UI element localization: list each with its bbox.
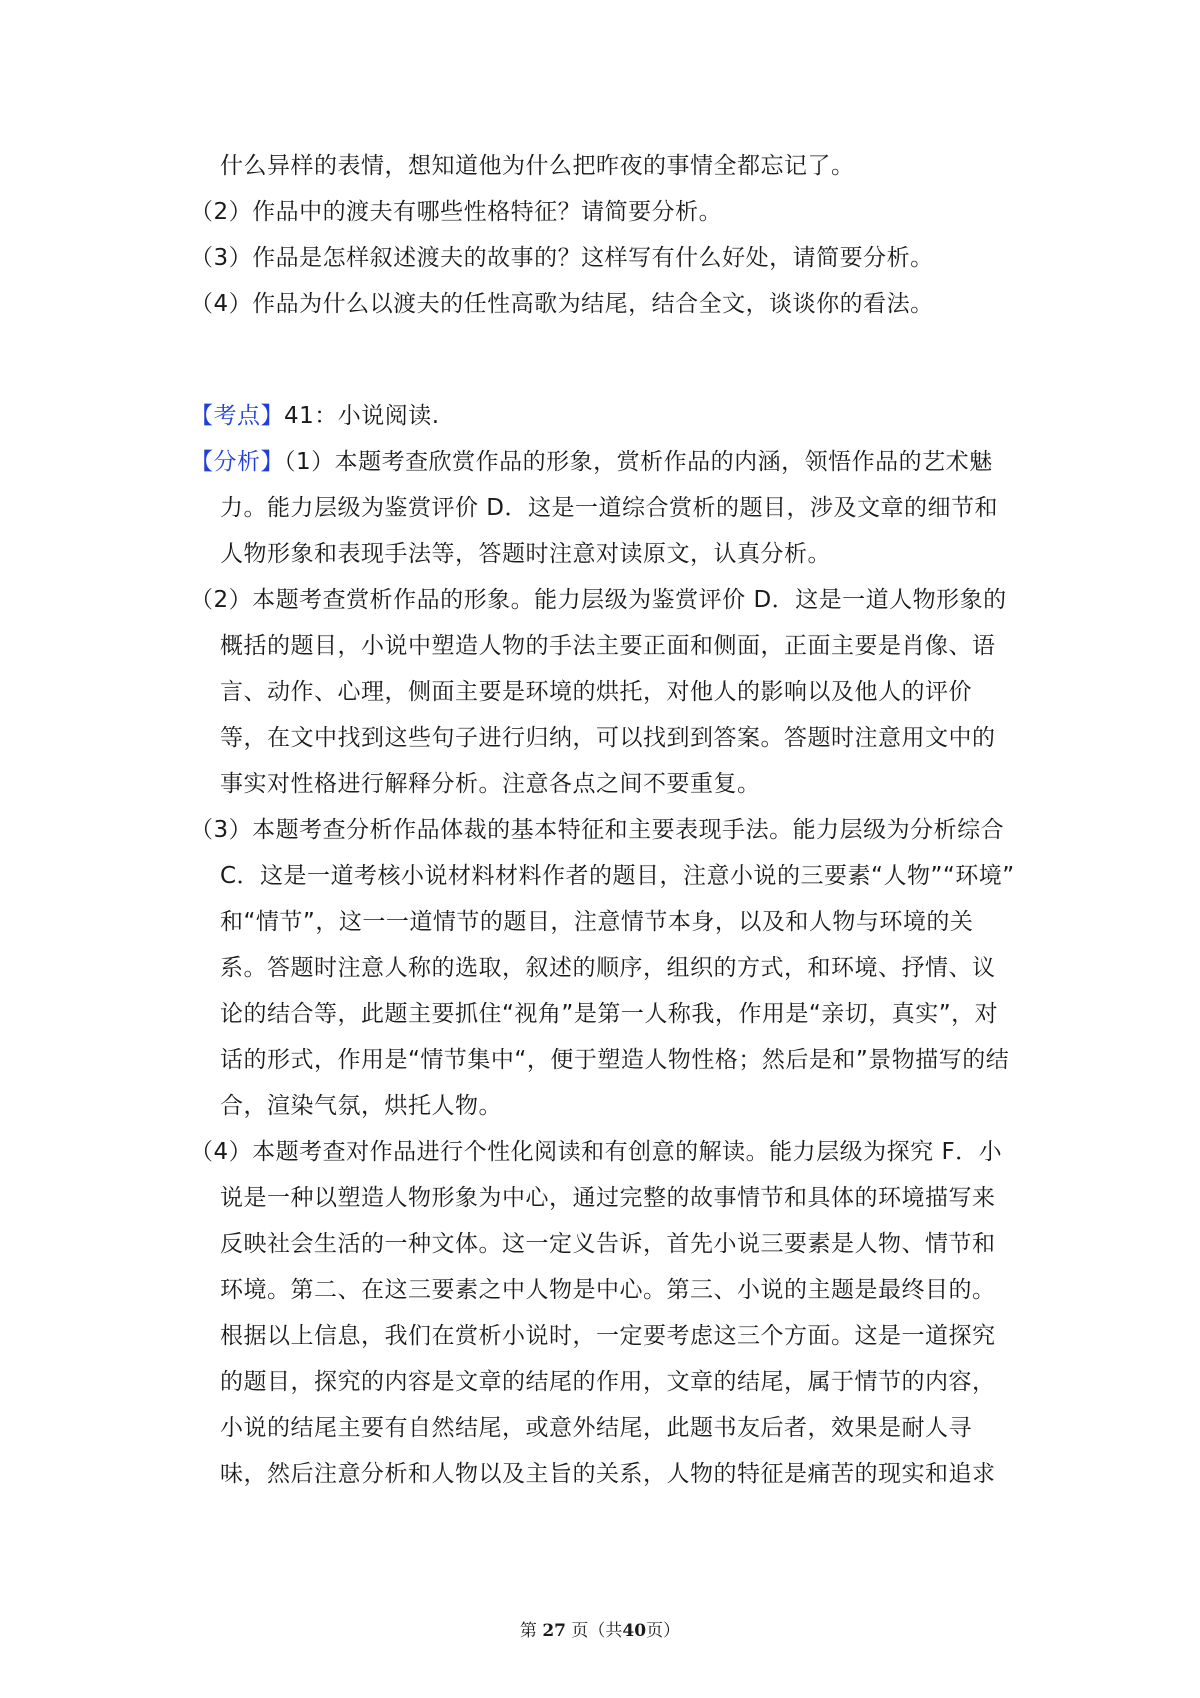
kaodian-text: 41：小说阅读. xyxy=(284,403,440,429)
analysis-3-line: 论的结合等，此题主要抓住“视角”是第一人称我，作用是“亲切，真实”，对 xyxy=(220,1001,999,1027)
question-3: （3）作品是怎样叙述渡夫的故事的？这样写有什么好处，请简要分析。 xyxy=(190,245,934,271)
kaodian-label: 【考点】 xyxy=(190,403,284,429)
question-2: （2）作品中的渡夫有哪些性格特征？请简要分析。 xyxy=(190,199,723,225)
analysis-4-line: 小说的结尾主要有自然结尾，或意外结尾，此题书友后者，效果是耐人寻 xyxy=(220,1415,972,1441)
footer-middle: 页（共 xyxy=(571,1621,623,1641)
analysis-4-line: 的题目，探究的内容是文章的结尾的作用，文章的结尾，属于情节的内容， xyxy=(220,1369,996,1395)
analysis-2-first-line: （2）本题考查赏析作品的形象。能力层级为鉴赏评价 D．这是一道人物形象的 xyxy=(190,587,1007,613)
analysis-4-line: 环境。第二、在这三要素之中人物是中心。第三、小说的主题是最终目的。 xyxy=(220,1277,996,1303)
fenxi-line xyxy=(190,439,1030,485)
analysis-3-line: 话的形式，作用是“情节集中“，便于塑造人物性格；然后是和”景物描写的结 xyxy=(220,1047,1010,1073)
analysis-1-line: 人物形象和表现手法等，答题时注意对读原文，认真分析。 xyxy=(220,541,831,567)
page-footer xyxy=(0,1616,1200,1641)
analysis-2-line: 事实对性格进行解释分析。注意各点之间不要重复。 xyxy=(220,771,761,797)
analysis-3-line: 合，渲染气氛，烘托人物。 xyxy=(220,1093,502,1119)
analysis-3-line: 系。答题时注意人称的选取，叙述的顺序，组织的方式，和环境、抒情、议 xyxy=(220,955,996,981)
analysis-4-line: 味，然后注意分析和人物以及主旨的关系，人物的特征是痛苦的现实和追求 xyxy=(220,1461,996,1487)
analysis-1-line: 力。能力层级为鉴赏评价 D．这是一道综合赏析的题目，涉及文章的细节和 xyxy=(220,495,999,521)
analysis-1-first-line: （1）本题考查欣赏作品的形象，赏析作品的内涵，领悟作品的艺术魅 xyxy=(284,449,993,475)
footer-total-pages: 40 xyxy=(622,1621,647,1641)
analysis-4-line: 说是一种以塑造人物形象为中心，通过完整的故事情节和具体的环境描写来 xyxy=(220,1185,996,1211)
analysis-4-line: 反映社会生活的一种文体。这一定义告诉，首先小说三要素是人物、情节和 xyxy=(220,1231,996,1257)
analysis-2-line: 概括的题目，小说中塑造人物的手法主要正面和侧面，正面主要是肖像、语 xyxy=(220,633,996,659)
fenxi-label: 【分析】 xyxy=(190,449,284,475)
section-spacer xyxy=(190,327,1030,393)
footer-page-number: 27 xyxy=(542,1621,566,1641)
analysis-3-line: C．这是一道考核小说材料材料作者的题目，注意小说的三要素“人物”“环境” xyxy=(220,863,1015,889)
analysis-2-line: 言、动作、心理，侧面主要是环境的烘托，对他人的影响以及他人的评价 xyxy=(220,679,972,705)
kaodian-line xyxy=(190,393,1030,439)
footer-prefix: 第 xyxy=(519,1621,537,1641)
analysis-2-line: 等，在文中找到这些句子进行归纳，可以找到到答案。答题时注意用文中的 xyxy=(220,725,996,751)
footer-suffix: 页） xyxy=(646,1621,681,1641)
page-content xyxy=(190,143,1030,1497)
question-1-tail: 什么异样的表情，想知道他为什么把昨夜的事情全都忘记了。 xyxy=(220,153,855,179)
analysis-3-line: 和“情节”，这一一道情节的题目，注意情节本身，以及和人物与环境的关 xyxy=(220,909,974,935)
analysis-4-line: 根据以上信息，我们在赏析小说时，一定要考虑这三个方面。这是一道探究 xyxy=(220,1323,996,1349)
analysis-4-first-line: （4）本题考查对作品进行个性化阅读和有创意的解读。能力层级为探究 F．小 xyxy=(190,1139,1003,1165)
question-4: （4）作品为什么以渡夫的任性高歌为结尾，结合全文，谈谈你的看法。 xyxy=(190,291,934,317)
analysis-3-first-line: （3）本题考查分析作品体裁的基本特征和主要表现手法。能力层级为分析综合 xyxy=(190,817,1005,843)
